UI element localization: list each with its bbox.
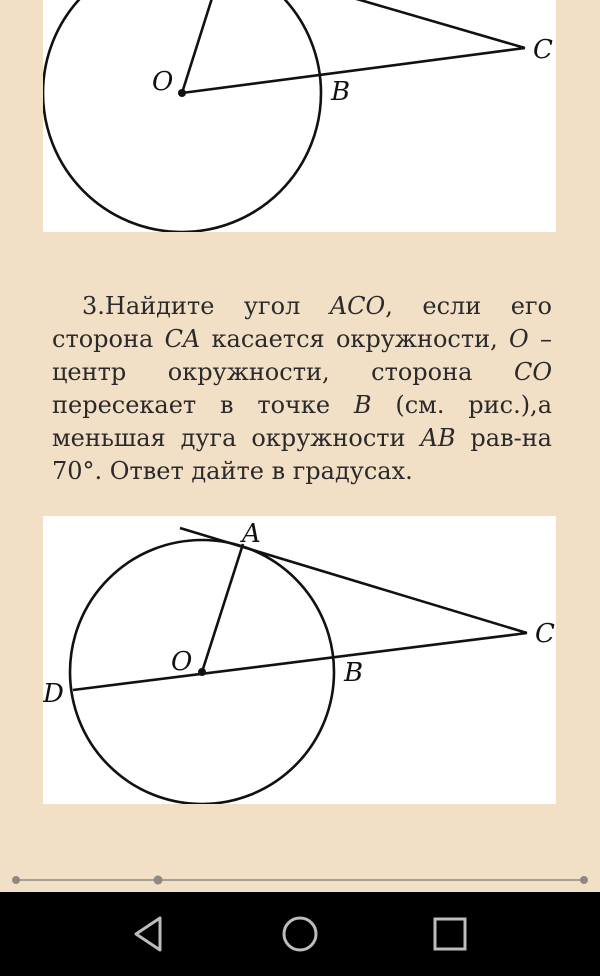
circle-top	[43, 0, 321, 232]
progress-thumb[interactable]	[154, 876, 163, 885]
figure-bottom	[43, 516, 556, 804]
point-name: B	[353, 391, 372, 419]
center-name: O	[509, 325, 529, 353]
angle-name: ACO	[329, 292, 386, 320]
back-button[interactable]	[122, 906, 178, 962]
problem-text	[52, 290, 552, 488]
problem-text-part: рав-на 70°. Ответ дайте в градусах.	[52, 424, 552, 485]
problem-text-part: – центр окружности, сторона	[52, 325, 552, 386]
problem-text-part: (см. рис.),а меньшая дуга окружности	[52, 391, 552, 452]
arc-name: AB	[420, 424, 456, 452]
problem-text-part: Найдите угол	[104, 292, 330, 320]
progress-end-dot	[580, 876, 588, 884]
tangent-ac-top	[343, 0, 525, 48]
problem-number: 3.	[82, 292, 105, 320]
problem-text-part: , если его сторона	[52, 292, 553, 353]
side-name: CO	[513, 358, 552, 386]
radius-oa-bottom	[202, 544, 243, 672]
center-point-bottom	[198, 668, 206, 676]
center-point-top	[178, 89, 186, 97]
side-name: CA	[164, 325, 201, 353]
problem-text-part: касается окружности,	[200, 325, 510, 353]
label-c-top: C	[533, 35, 553, 65]
system-navigation-bar	[0, 892, 600, 976]
figure-top	[43, 0, 556, 232]
page-progress-bar[interactable]	[0, 868, 600, 892]
diameter-dc-bottom	[73, 633, 527, 690]
label-o-bottom: O	[171, 647, 193, 677]
home-circle-icon	[284, 918, 316, 950]
recents-button[interactable]	[422, 906, 478, 962]
radius-oa-top	[182, 0, 213, 93]
back-triangle-icon	[136, 918, 160, 950]
label-d-bottom: D	[43, 679, 64, 709]
problem-text-part: пересекает в точке	[52, 391, 354, 419]
label-b-top: B	[331, 77, 351, 107]
home-button[interactable]	[272, 906, 328, 962]
label-c-bottom: C	[535, 619, 555, 649]
label-o-top: O	[152, 67, 174, 97]
label-a-bottom: A	[242, 519, 261, 549]
recents-square-icon	[435, 919, 465, 949]
label-b-bottom: B	[344, 658, 364, 688]
progress-start-dot	[12, 876, 20, 884]
segment-oc-top	[182, 48, 525, 93]
